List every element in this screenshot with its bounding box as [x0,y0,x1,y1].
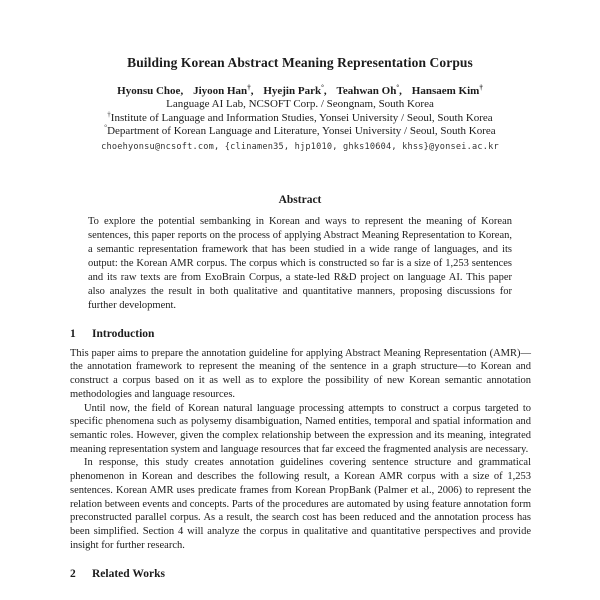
section-heading-introduction [70,328,530,340]
section-number: 2 [70,568,76,581]
abstract-text: To explore the potential sembanking in Korean and ways to represent the meaning of Korean sentences, this paper reports on the process of applying Abstract Meaning Representation to Korean, a semantic representation framework that has been studied in a wide range of languages, and its output: the Korean AMR corpus. The corpus which is constructed so far is a size of 1,253 sentences and its raw texts are from ExoBrain Corpus, a state-led R&D project on language AI. This paper also analyzes the result in both qualitative and quantitative manners, proposing discussions for further development. [88,215,512,311]
section-title: Introduction [92,327,155,340]
paragraph: In response, this study creates annotation guidelines covering sentence structure and grammatical phenomenon in Korean and describes the following result, a Korean AMR corpus with a size of 1,253 sentences. Korean AMR uses predicate frames from Korean PropBank (Palmer et al., 2006) to represent the relation between events and concepts. Parts of the procedures are automated by using feature annotation form preconstructed parallel corpus. As a result, the search cost has been reduced and the annotation process has been simplified. Section 4 will analyze the corpus in qualitative and quantitative perspectives and provide insight for further research. [70,457,531,551]
section-heading-related-works [70,568,530,580]
affiliation-line [0,125,600,139]
affiliation-line [0,98,600,112]
affiliations-block [0,98,600,139]
affiliation-text: Department of Korean Language and Literature, Yonsei University / Seoul, South Korea [107,125,496,138]
author-affiliation-marker: ° [321,83,324,92]
section-number: 1 [70,327,76,340]
authors-line [0,85,600,97]
author-emails: choehyonsu@ncsoft.com, {clinamen35, hjp1010, ghks10604, khss}@yonsei.ac.kr [101,141,499,152]
author-name [337,85,402,97]
affiliation-marker: ° [104,123,108,132]
section-title: Related Works [92,568,165,581]
introduction-body [70,347,531,553]
paper-title: Building Korean Abstract Meaning Representation Corpus [127,55,473,70]
author-name-text: Jiyoon Han [193,85,248,97]
author-separator: , [250,85,254,97]
author-name [193,85,253,97]
author-affiliation-marker: ° [396,83,400,92]
author-separator: , [399,85,402,97]
affiliation-text: Language AI Lab, NCSOFT Corp. / Seongnam, South Korea [166,98,434,110]
author-affiliation-marker: † [479,83,483,92]
paragraph: Until now, the field of Korean natural language processing attempts to construct a corpus targeted to specific phenomena such as polysemy disambiguation, Named entities, temporal and spatial information and semantic roles. However, given the complex relationship between the expression and its meaning, integrated meaning representation system and language resources that far exceed the fragmented analysis are necessary. [70,402,531,455]
author-name [117,85,183,97]
author-name-text: Hyonsu Choe [117,85,181,97]
author-name-text: Hyejin Park [263,85,322,97]
affiliation-marker: † [107,109,111,118]
author-separator: , [180,85,184,97]
author-name-text: Teahwan Oh [336,85,397,97]
author-name-text: Hansaem Kim [411,85,480,97]
affiliation-line [0,109,600,126]
author-separator: , [323,85,327,97]
author-name [412,85,483,97]
abstract-heading: Abstract [278,193,322,206]
affiliation-text: Institute of Language and Information Studies, Yonsei University / Seoul, South Korea [110,111,493,124]
author-affiliation-marker: † [247,83,251,92]
author-name [263,85,326,97]
paragraph: This paper aims to prepare the annotation guideline for applying Abstract Meaning Representation (AMR)—the annotation framework to represent the meaning of the sentence in a graph structure—to Korean and construct a corpus based on it as well as to explore the possibility of new Korean semantic annotation methodologies and language resources. [70,347,531,400]
